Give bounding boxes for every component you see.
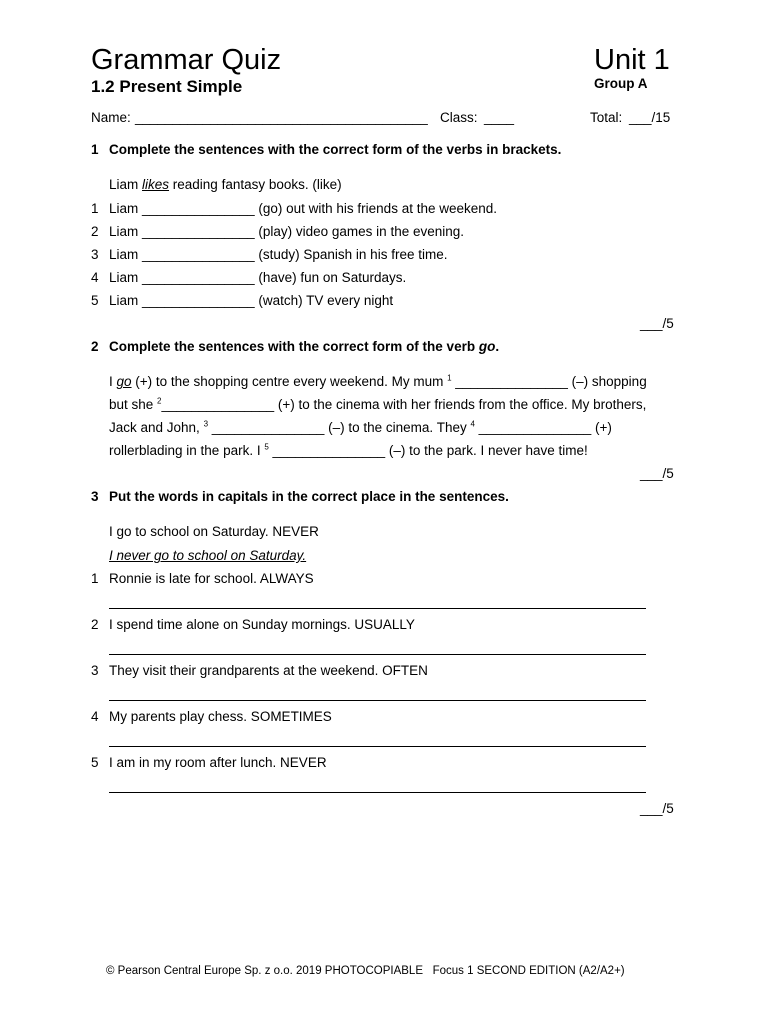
footer-copyright: © Pearson Central Europe Sp. z o.o. 2019 PHOTOCOPIABLE Focus 1 SECOND EDITION (A2/A2+)	[106, 965, 625, 977]
class-label: Class:	[440, 110, 478, 125]
gap-blank[interactable]: _______________ (–) to the park. I never have time!	[268, 443, 588, 458]
total-score[interactable]: ___/15	[629, 110, 671, 125]
text-span: rollerblading in the park. I	[109, 443, 265, 458]
question-item: Ronnie is late for school. ALWAYS	[109, 571, 314, 586]
page-title: Grammar Quiz	[91, 44, 282, 76]
gap-text-line[interactable]	[109, 420, 612, 436]
question-item: They visit their grandparents at the weekend. OFTEN	[109, 663, 428, 678]
question-item[interactable]: Liam _______________ (watch) TV every night	[109, 293, 394, 308]
item-number: 1	[91, 201, 99, 216]
answer-line[interactable]	[109, 608, 646, 609]
exercise-instruction: Put the words in capitals in the correct place in the sentences.	[109, 489, 509, 504]
class-field[interactable]: ____	[484, 110, 515, 125]
item-number: 3	[91, 247, 99, 262]
section-score[interactable]: ___/5	[640, 801, 674, 816]
text-span: (+) to the shopping centre every weekend. My mum	[131, 374, 448, 389]
text-span: but she	[109, 397, 158, 412]
item-number: 5	[91, 755, 99, 770]
text-span: Jack and John,	[109, 420, 204, 435]
item-number: 4	[91, 270, 99, 285]
gap-number: 3	[203, 419, 209, 429]
item-number: 3	[91, 663, 99, 678]
exercise-instruction: Complete the sentences with the correct form of the verbs in brackets.	[109, 142, 562, 157]
section-score[interactable]: ___/5	[640, 466, 674, 481]
gap-text-line[interactable]	[109, 397, 646, 413]
name-field[interactable]: _______________________________________	[135, 110, 428, 125]
question-item[interactable]: Liam _______________ (play) video games in the evening.	[109, 224, 465, 239]
item-number: 4	[91, 709, 99, 724]
example-rest: reading fantasy books. (like)	[169, 177, 342, 192]
question-item: I am in my room after lunch. NEVER	[109, 755, 327, 770]
item-number: 1	[91, 571, 99, 586]
gap-blank[interactable]: _______________ (+)	[474, 420, 612, 435]
example-answer: go	[116, 374, 132, 389]
instruction-verb: go	[478, 339, 496, 354]
section-score[interactable]: ___/5	[640, 316, 674, 331]
gap-number: 2	[157, 396, 162, 406]
question-item: My parents play chess. SOMETIMES	[109, 709, 332, 724]
gap-blank[interactable]: _______________ (+) to the cinema with her friends from the office. My brothers,	[161, 397, 647, 412]
example-start: Liam	[109, 177, 143, 192]
exercise-number: 1	[91, 142, 99, 157]
page-subtitle: 1.2 Present Simple	[91, 77, 243, 96]
question-item[interactable]: Liam _______________ (go) out with his friends at the weekend.	[109, 201, 498, 216]
gap-number: 1	[447, 373, 452, 383]
answer-line[interactable]	[109, 700, 646, 701]
answer-line[interactable]	[109, 654, 646, 655]
exercise-number: 2	[91, 339, 99, 354]
item-number: 2	[91, 617, 99, 632]
unit-label: Unit 1	[594, 44, 670, 76]
exercise-number: 3	[91, 489, 99, 504]
name-label: Name:	[91, 110, 131, 125]
question-item[interactable]: Liam _______________ (have) fun on Saturdays.	[109, 270, 407, 285]
total-label: Total:	[590, 110, 623, 125]
question-item[interactable]: Liam _______________ (study) Spanish in his free time.	[109, 247, 448, 262]
example-answer: likes	[142, 177, 170, 192]
gap-text-line[interactable]	[109, 374, 647, 390]
example-question: I go to school on Saturday. NEVER	[109, 524, 319, 539]
instruction-text: Complete the sentences with the correct form of the verb	[109, 339, 479, 354]
gap-text-line[interactable]	[109, 443, 588, 459]
item-number: 5	[91, 293, 99, 308]
gap-number: 5	[264, 442, 269, 452]
item-number: 2	[91, 224, 99, 239]
exercise-instruction	[109, 339, 499, 355]
gap-blank[interactable]: _______________ (–) to the cinema. They	[208, 420, 471, 435]
answer-line[interactable]	[109, 792, 646, 793]
example-answer: I never go to school on Saturday.	[109, 548, 307, 563]
gap-blank[interactable]: _______________ (–) shopping	[451, 374, 647, 389]
gap-number: 4	[470, 419, 475, 429]
group-label: Group A	[594, 76, 648, 91]
instruction-end: .	[495, 339, 500, 354]
question-item: I spend time alone on Sunday mornings. USUALLY	[109, 617, 415, 632]
text-span: I	[109, 374, 117, 389]
example-sentence	[109, 177, 342, 193]
answer-line[interactable]	[109, 746, 646, 747]
